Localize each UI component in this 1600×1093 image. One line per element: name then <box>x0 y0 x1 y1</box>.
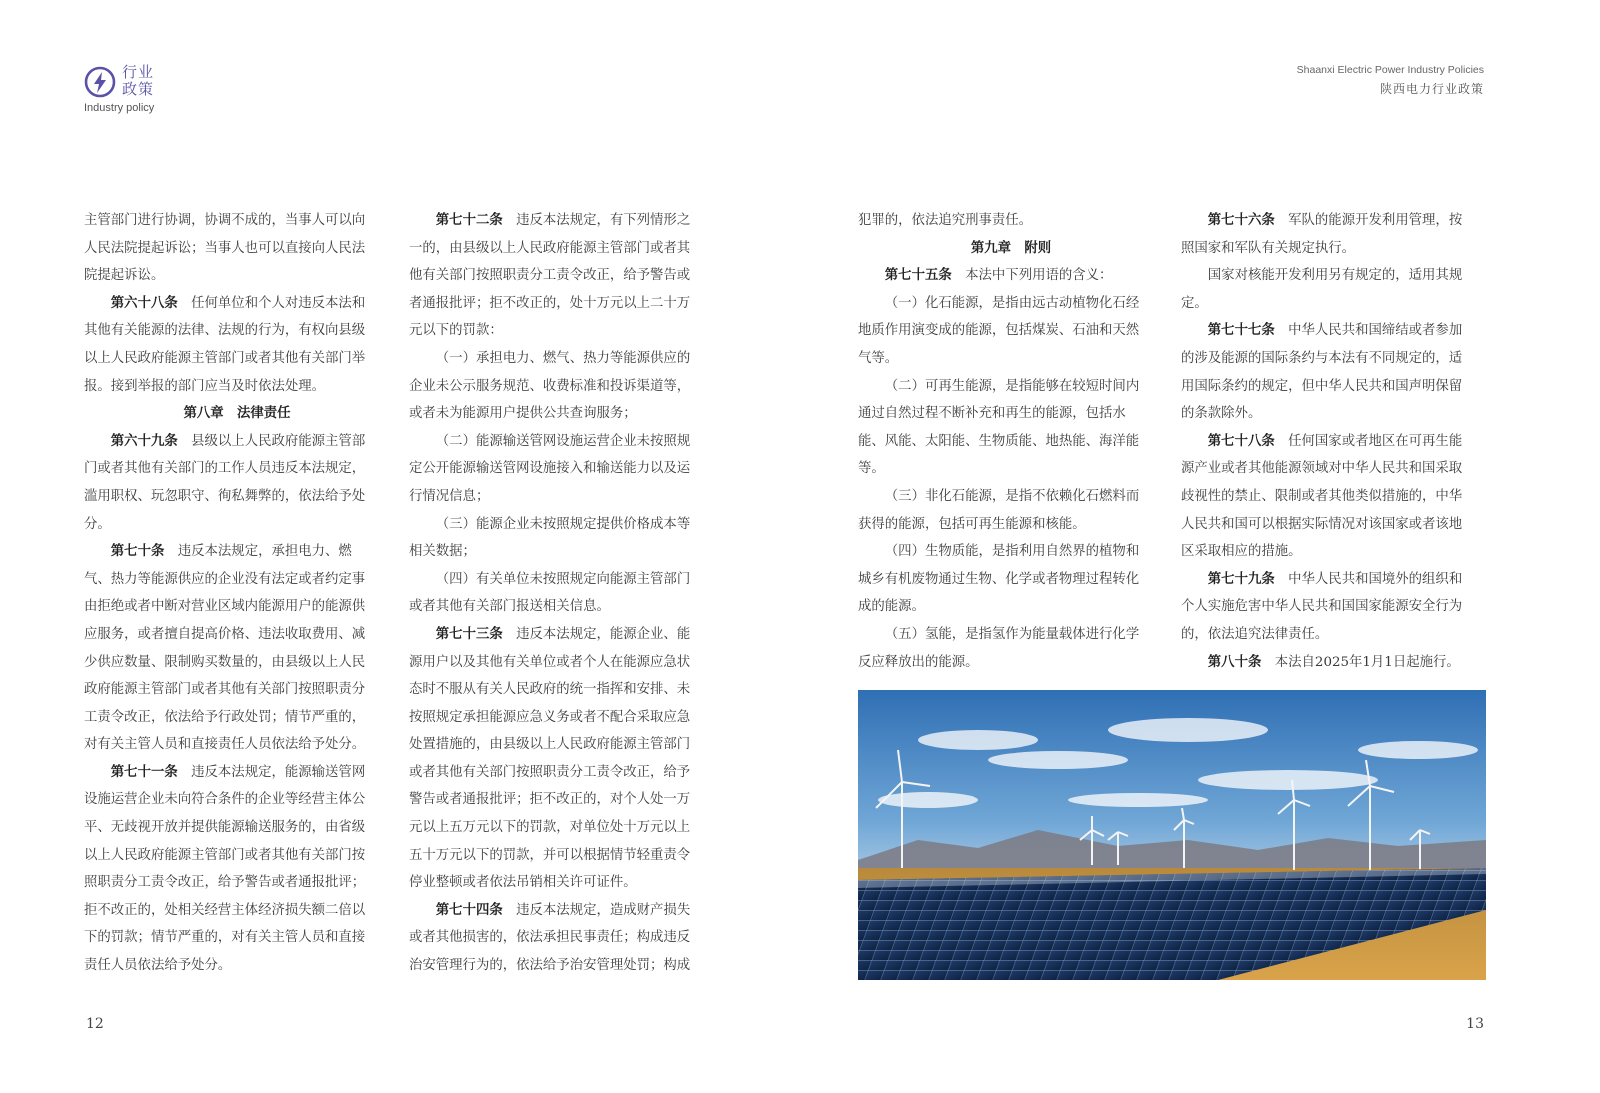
text-line <box>84 621 390 649</box>
text-line <box>409 621 715 649</box>
line-text: 中华人民共和国境外的组织和 <box>1274 571 1463 587</box>
line-text: 下的罚款；情节严重的，对有关主管人员和直接 <box>84 930 366 946</box>
text-line <box>858 483 1164 511</box>
line-text: 任何国家或者地区在可再生能 <box>1274 433 1463 449</box>
text-line <box>84 924 390 952</box>
line-text: 源产业或者其他能源领域对中华人民共和国采取 <box>1181 461 1463 477</box>
text-line <box>409 952 715 980</box>
text-line <box>84 814 390 842</box>
line-text: 成的能源。 <box>858 599 925 615</box>
line-text: （一）承担电力、燃气、热力等能源供应的 <box>435 350 691 366</box>
running-header-cn: 陕西电力行业政策 <box>1379 82 1484 96</box>
text-line <box>409 869 715 897</box>
line-text: 城乡有机废物通过生物、化学或者物理过程转化 <box>858 571 1140 587</box>
text-line <box>84 455 390 483</box>
text-line <box>1181 621 1487 649</box>
line-text: 获得的能源，包括可再生能源和核能。 <box>858 516 1086 532</box>
text-line <box>84 207 390 235</box>
line-text: 门或者其他有关部门的工作人员违反本法规定， <box>84 461 366 477</box>
text-line <box>409 373 715 401</box>
line-text: 违反本法规定，造成财产损失 <box>502 902 691 918</box>
article-number: 第七十条 <box>110 543 165 560</box>
text-line <box>1181 538 1487 566</box>
text-line <box>409 207 715 235</box>
text-line <box>409 455 715 483</box>
text-line <box>409 566 715 594</box>
article-number: 第七十二条 <box>435 212 503 228</box>
line-text: 行情况信息； <box>409 488 490 504</box>
text-line <box>84 262 390 290</box>
line-text: 企业未公示服务规范、收费标准和投诉渠道等， <box>409 378 691 394</box>
logo-subtitle: Industry policy <box>84 102 155 114</box>
text-column-4 <box>1181 207 1487 676</box>
line-text: 元以下的罚款： <box>409 323 503 339</box>
line-text: 定。 <box>1181 295 1208 311</box>
line-text: 违反本法规定，能源输送管网 <box>177 764 366 780</box>
line-text: 政府能源主管部门或者其他有关部门按照职责分 <box>84 682 366 698</box>
running-header <box>1297 64 1484 97</box>
line-text: 者通报批评；拒不改正的，处十万元以上二十万 <box>409 295 691 311</box>
line-text: 五十万元以下的罚款，并可以根据情节轻重责令 <box>409 847 691 863</box>
line-text: 按照规定承担能源应急义务或者不配合采取应急 <box>409 709 691 725</box>
text-line <box>84 869 390 897</box>
text-line <box>1181 511 1487 539</box>
text-line <box>858 317 1164 345</box>
chapter-heading <box>858 235 1164 263</box>
line-text: 中华人民共和国缔结或者参加 <box>1274 323 1463 339</box>
text-line <box>84 759 390 787</box>
line-text: 等。 <box>858 461 885 477</box>
line-text: 态时不服从有关人民政府的统一指挥和安排、未 <box>409 682 691 698</box>
wind-solar-photo <box>858 690 1486 980</box>
line-text: 源用户以及其他有关单位或者个人在能源应急状 <box>409 654 691 670</box>
text-line <box>1181 483 1487 511</box>
line-text: （二）能源输送管网设施运营企业未按照规 <box>435 433 691 449</box>
text-line <box>409 262 715 290</box>
line-text: 责任人员依法给予处分。 <box>84 958 232 974</box>
text-line <box>84 952 390 980</box>
line-text: 他有关部门按照职责分工责令改正，给予警告或 <box>409 268 691 284</box>
line-text: 设施运营企业未向符合条件的企业等经营主体公 <box>84 792 366 808</box>
line-text: 国家对核能开发利用另有规定的，适用其规 <box>1207 268 1463 284</box>
page-number-left: 12 <box>86 1016 104 1032</box>
line-text: 应服务，或者擅自提高价格、违法收取费用、减 <box>84 626 366 642</box>
line-text: 本法中下列用语的含义： <box>951 268 1113 284</box>
line-text: 照职责分工责令改正，给予警告或者通报批评； <box>84 875 366 891</box>
line-text: 元以上五万元以下的罚款，对单位处十万元以上 <box>409 820 691 836</box>
line-text: （五）氢能，是指氢作为能量载体进行化学 <box>884 626 1140 642</box>
text-line <box>858 511 1164 539</box>
line-text: （三）非化石能源，是指不依赖化石燃料而 <box>884 488 1140 504</box>
text-line <box>84 317 390 345</box>
text-line <box>1181 593 1487 621</box>
text-line <box>1181 649 1487 677</box>
logo-title-line1: 行业 <box>122 63 155 81</box>
text-line <box>409 704 715 732</box>
text-line <box>409 897 715 925</box>
section-logo <box>84 60 224 120</box>
line-text: 相关数据； <box>409 544 476 560</box>
line-text: 气等。 <box>858 350 899 366</box>
line-text: 的涉及能源的国际条约与本法有不同规定的，适 <box>1181 350 1463 366</box>
text-line <box>409 649 715 677</box>
article-number: 第七十一条 <box>110 763 178 780</box>
text-line <box>84 842 390 870</box>
line-text: 拒不改正的，处相关经营主体经济损失额二倍以 <box>84 902 366 918</box>
line-text: 违反本法规定，能源企业、能 <box>502 626 691 642</box>
text-line <box>858 428 1164 456</box>
text-line <box>1181 373 1487 401</box>
line-text: 用国际条约的规定，但中华人民共和国声明保留 <box>1181 378 1463 394</box>
article-number: 第六十八条 <box>110 294 178 311</box>
line-text: 主管部门进行协调，协调不成的，当事人可以向 <box>84 213 366 228</box>
text-line <box>1181 566 1487 594</box>
article-number: 第七十九条 <box>1207 570 1275 587</box>
line-text: 能、风能、太阳能、生物质能、地热能、海洋能 <box>858 433 1140 449</box>
logo-title-line2: 政策 <box>122 80 155 98</box>
text-line <box>409 842 715 870</box>
line-text: （四）生物质能，是指利用自然界的植物和 <box>884 544 1140 560</box>
line-text: 的，依法追究法律责任。 <box>1181 626 1329 642</box>
text-line <box>84 593 390 621</box>
line-text: 军队的能源开发利用管理，按 <box>1274 213 1463 228</box>
lightning-icon <box>84 66 116 98</box>
line-text: 违反本法规定，承担电力、燃 <box>164 544 352 560</box>
text-line <box>84 235 390 263</box>
line-text: 少供应数量、限制购买数量的，由县级以上人民 <box>84 654 366 670</box>
text-line <box>84 649 390 677</box>
line-text: 滥用职权、玩忽职守、徇私舞弊的，依法给予处 <box>84 488 366 504</box>
page-number-right: 13 <box>1466 1016 1484 1032</box>
article-number: 第七十四条 <box>435 901 503 918</box>
line-text: 地质作用演变成的能源，包括煤炭、石油和天然 <box>858 323 1140 339</box>
article-number: 第七十六条 <box>1207 212 1275 228</box>
text-line <box>84 290 390 318</box>
line-text: 工责令改正，依法给予行政处罚；情节严重的， <box>84 709 366 725</box>
line-text: 报。接到举报的部门应当及时依法处理。 <box>84 378 326 394</box>
line-text: （四）有关单位未按照规定向能源主管部门 <box>435 571 691 587</box>
line-text: 人民共和国可以根据实际情况对该国家或者该地 <box>1181 516 1463 532</box>
text-line <box>409 593 715 621</box>
line-text: 区采取相应的措施。 <box>1181 544 1302 560</box>
line-text: 县级以上人民政府能源主管部 <box>177 433 366 449</box>
line-text: 或者其他有关部门报送相关信息。 <box>409 599 610 615</box>
text-line <box>84 345 390 373</box>
line-text: 第九章 附则 <box>970 239 1052 256</box>
text-line <box>858 400 1164 428</box>
line-text: 定公开能源输送管网设施接入和输送能力以及运 <box>409 461 691 477</box>
line-text: 个人实施危害中华人民共和国国家能源安全行为 <box>1181 599 1463 615</box>
text-line <box>858 455 1164 483</box>
line-text: 由拒绝或者中断对营业区域内能源用户的能源供 <box>84 599 366 615</box>
text-line <box>84 786 390 814</box>
line-text: （二）可再生能源，是指能够在较短时间内 <box>884 378 1140 394</box>
line-text: 气、热力等能源供应的企业没有法定或者约定事 <box>84 571 366 587</box>
text-line <box>84 538 390 566</box>
line-text: （三）能源企业未按照规定提供价格成本等 <box>435 516 691 532</box>
text-line <box>84 511 390 539</box>
text-column-2 <box>409 207 715 980</box>
line-text: 任何单位和个人对违反本法和 <box>177 295 366 311</box>
line-text: 第八章 法律责任 <box>183 405 291 422</box>
text-line <box>1181 207 1487 235</box>
line-text: 对有关主管人员和直接责任人员依法给予处分。 <box>84 737 366 753</box>
line-text: 人民法院提起诉讼；当事人也可以直接向人民法 <box>84 240 366 256</box>
text-line <box>409 676 715 704</box>
text-line <box>84 731 390 759</box>
text-line <box>409 511 715 539</box>
text-line <box>858 290 1164 318</box>
line-text: 院提起诉讼。 <box>84 268 165 284</box>
article-number: 第八十条 <box>1207 653 1262 670</box>
text-line <box>858 207 1164 235</box>
text-line <box>858 593 1164 621</box>
line-text: 歧视性的禁止、限制或者其他类似措施的，中华 <box>1181 488 1463 504</box>
text-line <box>409 814 715 842</box>
text-line <box>409 317 715 345</box>
line-text: 照国家和军队有关规定执行。 <box>1181 240 1356 256</box>
line-text: 处置措施的，由县级以上人民政府能源主管部门 <box>409 737 691 753</box>
text-line <box>858 262 1164 290</box>
text-line <box>1181 455 1487 483</box>
text-line <box>84 676 390 704</box>
chapter-heading <box>84 400 390 428</box>
text-line <box>858 566 1164 594</box>
text-line <box>858 345 1164 373</box>
line-text: 的条款除外。 <box>1181 406 1262 422</box>
text-line <box>1181 428 1487 456</box>
line-text: 违反本法规定，有下列情形之 <box>502 213 691 228</box>
text-column-1 <box>84 207 390 980</box>
text-line <box>84 483 390 511</box>
line-text: 停业整顿或者依法吊销相关许可证件。 <box>409 875 637 891</box>
line-text: 以上人民政府能源主管部门或者其他有关部门按 <box>84 847 366 863</box>
text-line <box>409 483 715 511</box>
line-text: 平、无歧视开放并提供能源输送服务的，由省级 <box>84 820 366 836</box>
text-line <box>1181 317 1487 345</box>
text-line <box>858 621 1164 649</box>
text-line <box>858 373 1164 401</box>
line-text: 犯罪的，依法追究刑事责任。 <box>858 213 1033 228</box>
text-line <box>409 731 715 759</box>
text-line <box>84 897 390 925</box>
text-line <box>409 290 715 318</box>
text-line <box>409 759 715 787</box>
line-text: 一的，由县级以上人民政府能源主管部门或者其 <box>409 240 691 256</box>
text-line <box>409 235 715 263</box>
text-line <box>409 786 715 814</box>
text-line <box>1181 290 1487 318</box>
line-text: 治安管理行为的，依法给予治安管理处罚；构成 <box>409 958 691 974</box>
article-number: 第七十八条 <box>1207 432 1275 449</box>
article-number: 第七十五条 <box>884 267 952 284</box>
line-text: 或者其他损害的，依法承担民事责任；构成违反 <box>409 930 691 946</box>
text-column-3 <box>858 207 1164 676</box>
line-text: （一）化石能源，是指由远古动植物化石经 <box>884 295 1140 311</box>
text-line <box>84 704 390 732</box>
text-line <box>409 400 715 428</box>
line-text: 反应释放出的能源。 <box>858 654 979 670</box>
line-text: 通过自然过程不断补充和再生的能源，包括水 <box>858 406 1126 422</box>
article-number: 第七十三条 <box>435 625 503 642</box>
text-line <box>409 428 715 456</box>
line-text: 或者其他有关部门按照职责分工责令改正，给予 <box>409 764 691 780</box>
line-text: 警告或者通报批评；拒不改正的，对个人处一万 <box>409 792 691 808</box>
article-number: 第七十七条 <box>1207 322 1275 339</box>
text-line <box>409 345 715 373</box>
text-line <box>858 649 1164 677</box>
article-number: 第六十九条 <box>110 432 178 449</box>
line-text: 分。 <box>84 516 111 532</box>
text-line <box>84 428 390 456</box>
text-line <box>1181 235 1487 263</box>
text-line <box>84 373 390 401</box>
line-text: 或者未为能源用户提供公共查询服务； <box>409 406 637 422</box>
line-text: 其他有关能源的法律、法规的行为，有权向县级 <box>84 323 366 339</box>
running-header-en: Shaanxi Electric Power Industry Policies <box>1296 64 1484 76</box>
line-text: 以上人民政府能源主管部门或者其他有关部门举 <box>84 350 366 366</box>
text-line <box>1181 345 1487 373</box>
text-line <box>409 924 715 952</box>
text-line <box>1181 262 1487 290</box>
text-line <box>409 538 715 566</box>
text-line <box>858 538 1164 566</box>
line-text: 本法自2025年1月1日起施行。 <box>1261 654 1460 670</box>
text-line <box>84 566 390 594</box>
text-line <box>1181 400 1487 428</box>
